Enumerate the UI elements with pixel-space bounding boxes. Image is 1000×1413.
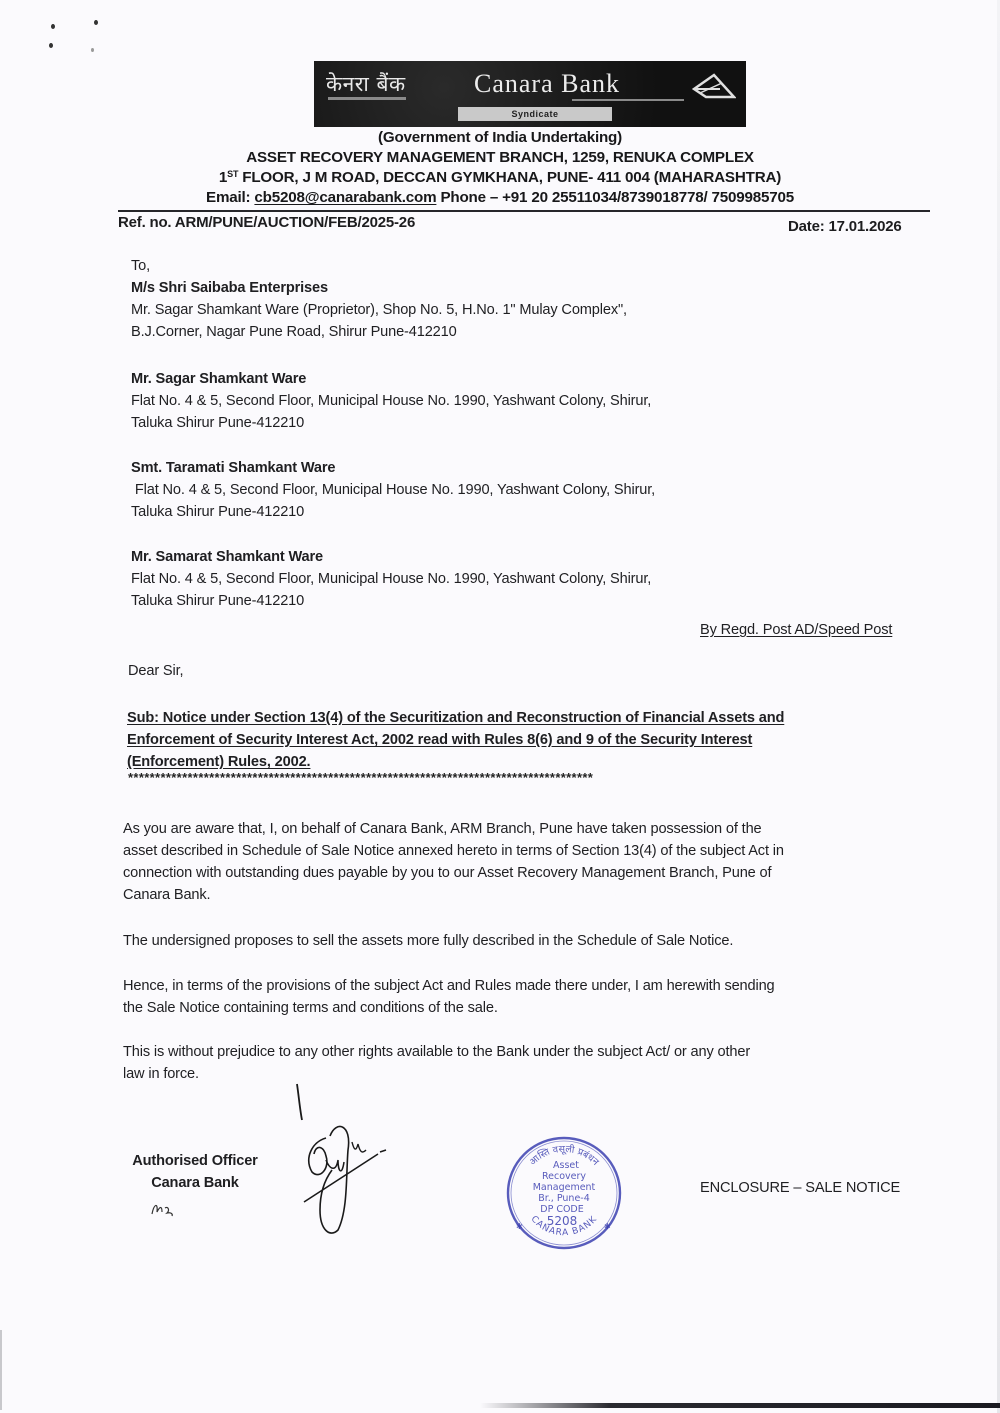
scan-edge (0, 1330, 2, 1410)
branch-address-line (0, 169, 1000, 186)
government-undertaking-line: (Government of India Undertaking) (377, 129, 622, 146)
logo-hindi-tagline (328, 97, 406, 100)
recipient-address-line: Mr. Sagar Shamkant Ware (Proprietor), Shop No. 5, H.No. 1" Mulay Complex", (131, 302, 627, 318)
recipient-name: Smt. Taramati Shamkant Ware (131, 460, 336, 476)
body-line: Canara Bank. (123, 887, 211, 903)
recipient-address-line: Taluka Shirur Pune-412210 (131, 504, 305, 520)
greeting: Dear Sir, (128, 663, 184, 679)
handwritten-signature-icon (290, 1080, 410, 1240)
branch-rubber-stamp (504, 1134, 624, 1252)
recipient-address-line: Flat No. 4 & 5, Second Floor, Municipal House No. 1990, Yashwant Colony, Shirur, (131, 571, 652, 587)
recipient-address-line: Flat No. 4 & 5, Second Floor, Municipal House No. 1990, Yashwant Colony, Shirur, (131, 393, 652, 409)
logo-hindi-name: केनरा बैंक (326, 72, 406, 96)
signatory-title: Authorised Officer (132, 1153, 258, 1169)
body-paragraph (123, 930, 733, 952)
recipient-address-line: Flat No. 4 & 5, Second Floor, Municipal House No. 1990, Yashwant Colony, Shirur, (131, 482, 656, 498)
body-line: connection with outstanding dues payable by you to our Asset Recovery Management Branch, Pune of (123, 865, 772, 881)
scan-edge (480, 1403, 1000, 1408)
scan-speck (91, 48, 94, 52)
stamp-line: Asset (553, 1160, 579, 1171)
recipient-block (131, 368, 651, 434)
syndicate-badge-text: Syndicate (511, 109, 559, 119)
branch-name-line: ASSET RECOVERY MANAGEMENT BRANCH, 1259, RENUKA COMPLEX (246, 149, 754, 166)
logo-english-tagline (572, 99, 684, 101)
floor-suffix: ST (227, 169, 239, 179)
scan-speck (94, 20, 98, 25)
recipient-name: Mr. Samarat Shamkant Ware (131, 549, 323, 565)
address-rest: FLOOR, J M ROAD, DECCAN GYMKHANA, PUNE- 411 004 (MAHARASHTRA) (238, 169, 782, 186)
recipient-address-line: Taluka Shirur Pune-412210 (131, 593, 305, 609)
subject-line: Sub: Notice under Section 13(4) of the Securitization and Reconstruction of Financial Assets and (127, 710, 785, 726)
canara-bank-logo (314, 61, 746, 127)
syndicate-badge (458, 107, 612, 121)
body-line: law in force. (123, 1066, 199, 1082)
scan-speck (49, 43, 53, 48)
subject-line: Enforcement of Security Interest Act, 2002 read with Rules 8(6) and 9 of the Security Interest (127, 732, 753, 748)
recipient-block (131, 277, 627, 343)
email-link[interactable]: cb5208@canarabank.com (254, 189, 437, 206)
stamp-star-icon: ✱ (516, 1222, 523, 1231)
reference-number: Ref. no. ARM/PUNE/AUCTION/FEB/2025-26 (118, 214, 416, 231)
body-line: asset described in Schedule of Sale Notice annexed hereto in terms of Section 13(4) of the subject Act in (123, 843, 784, 859)
subject-block (127, 707, 784, 773)
recipient-name: Mr. Sagar Shamkant Ware (131, 371, 307, 387)
recipient-block (131, 546, 651, 612)
stamp-code: 5208 (546, 1214, 578, 1228)
subject-line: (Enforcement) Rules, 2002. (127, 754, 311, 770)
body-line: Hence, in terms of the provisions of the subject Act and Rules made there under, I am herewith sending (123, 978, 775, 994)
body-line: the Sale Notice containing terms and conditions of the sale. (123, 1000, 498, 1016)
asterisk-separator: ************************************************************************************** (128, 770, 594, 785)
header-divider (118, 210, 930, 212)
canara-triangle-logo-icon (692, 71, 736, 101)
contact-line (0, 189, 1000, 206)
recipient-name: M/s Shri Saibaba Enterprises (131, 280, 328, 296)
letter-date: Date: 17.01.2026 (788, 218, 902, 235)
body-line: This is without prejudice to any other rights available to the Bank under the subject Act/ or any other (123, 1044, 751, 1060)
signatory-org: Canara Bank (151, 1175, 239, 1191)
recipient-address-line: Taluka Shirur Pune-412210 (131, 415, 305, 431)
logo-english-name: Canara Bank (474, 69, 621, 98)
enclosure-note: ENCLOSURE – SALE NOTICE (700, 1180, 901, 1196)
body-paragraph (123, 1041, 750, 1085)
stamp-hindi-arc: आस्ति वसूली प्रबंधन (527, 1143, 601, 1168)
body-paragraph (123, 975, 775, 1019)
stamp-line: Br., Pune-4 (538, 1193, 590, 1204)
scan-speck (51, 24, 55, 29)
floor-number: 1 (218, 169, 228, 186)
stamp-line: Recovery (541, 1171, 587, 1182)
initials-mark-icon (148, 1196, 178, 1220)
recipient-address-line: B.J.Corner, Nagar Pune Road, Shirur Pune-412210 (131, 324, 457, 340)
body-line: The undersigned proposes to sell the assets more fully described in the Schedule of Sale Notice. (123, 933, 734, 949)
stamp-line: DP CODE (540, 1204, 584, 1215)
email-label: Email: (206, 189, 255, 206)
signatory-block (120, 1150, 270, 1194)
body-line: As you are aware that, I, on behalf of Canara Bank, ARM Branch, Pune have taken possession of the (123, 821, 762, 837)
phone-numbers: Phone – +91 20 25511034/8739018778/ 7509985705 (436, 189, 794, 206)
body-paragraph (123, 818, 784, 906)
stamp-line: Management (532, 1182, 596, 1193)
stamp-bank-arc: CANARA BANK (528, 1214, 600, 1239)
to-label: To, (131, 258, 151, 274)
recipient-block (131, 457, 655, 523)
stamp-star-icon: ✱ (604, 1222, 611, 1231)
delivery-mode: By Regd. Post AD/Speed Post (700, 622, 893, 638)
